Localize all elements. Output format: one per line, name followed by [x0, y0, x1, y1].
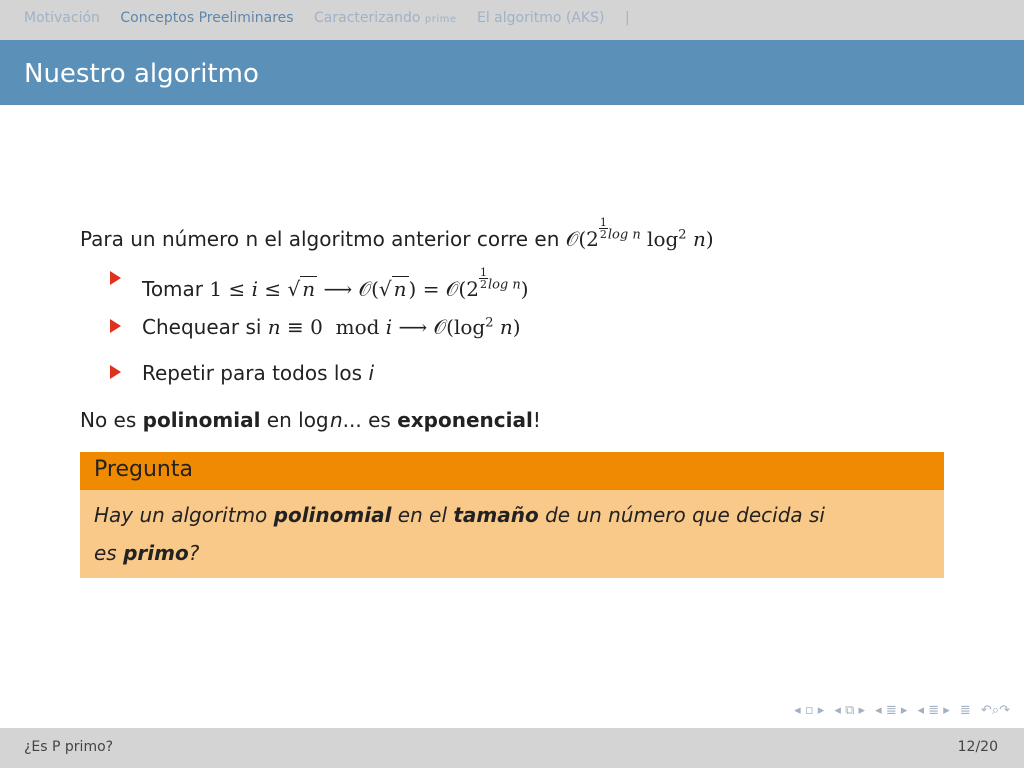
- nav-section-motivacion[interactable]: Motivación: [24, 10, 100, 26]
- nav-section-caracterizando[interactable]: Caracterizando prime: [314, 10, 457, 26]
- frame-title: Nuestro algoritmo: [24, 59, 259, 89]
- bullet-formula: i: [368, 361, 374, 385]
- beamer-navigation-symbols: [788, 703, 1010, 718]
- block-title: Pregunta: [80, 452, 944, 490]
- intro-complexity-formula: 𝒪(2 $\frac{1}{2}$ $^{log n}$ $\log^2 n$): [565, 216, 714, 251]
- bullet-triangle-icon: [110, 319, 121, 333]
- nav-subsection-icon[interactable]: ◂ ⧉ ▸: [834, 703, 866, 718]
- footer-bar: [0, 728, 1024, 768]
- nav-section-algoritmo[interactable]: El algoritmo (AKS): [476, 10, 605, 26]
- block-body: Hay un algoritmo polinomial en el tamaño de un número que decida si es primo?: [80, 490, 944, 578]
- nav-appendix-icon[interactable]: ≣: [959, 703, 971, 718]
- bullet-triangle-icon: [110, 365, 121, 379]
- footer-title: ¿Es P primo?: [24, 739, 114, 755]
- section-navigation-bar: [0, 0, 1024, 40]
- bullet-label: Repetir para todos los: [142, 361, 363, 385]
- frame-title-bar: [0, 40, 1024, 105]
- bullet-formula: n ≡ 0 mod i ⟶ $𝒪(\log^2$ n): [267, 315, 521, 339]
- bullet-label: Tomar: [142, 277, 204, 301]
- page-number: 12/20: [957, 739, 998, 755]
- nav-document-icon[interactable]: ◂ ≣ ▸: [917, 703, 950, 718]
- bullet-label: Chequear si: [142, 315, 262, 339]
- intro-line: [80, 217, 714, 251]
- intro-text: Para un número n el algoritmo anterior corre en: [80, 227, 560, 251]
- nav-section-icon[interactable]: ◂ ≣ ▸: [875, 703, 908, 718]
- bullet-formula: 1 ≤ i ≤ √ n ⟶ 𝒪(√ n ) = 𝒪(2 $\frac{1}{2}$ $^{log n}$): [209, 266, 529, 301]
- question-block: [80, 452, 944, 578]
- nav-section-conceptos[interactable]: Conceptos Preeliminares: [120, 10, 294, 26]
- nav-search-back-icon[interactable]: ↶⌕↷: [980, 703, 1010, 718]
- fraction-half: $\frac{1}{2}$: [599, 216, 607, 241]
- nav-separator: |: [624, 10, 630, 26]
- conclusion-line: No es polinomial en log n... es exponencial!: [80, 408, 541, 432]
- nav-prev-frame-icon[interactable]: ◂ ▫ ▸: [794, 703, 825, 718]
- bullet-triangle-icon: [110, 271, 121, 285]
